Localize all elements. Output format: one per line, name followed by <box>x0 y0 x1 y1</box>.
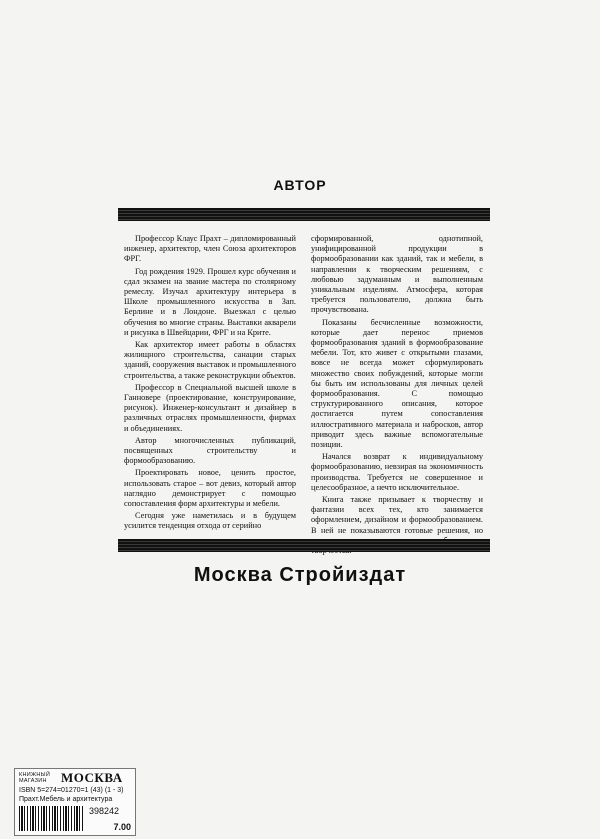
paragraph: Книга также призывает к творчеству и фантазии всех тех, кто занимается оформлением, дизайном и формообразованием. В ней не показываются готовые решения, но <box>311 495 483 535</box>
right-text-column <box>311 234 483 558</box>
section-heading: АВТОР <box>273 177 327 193</box>
barcode <box>19 806 83 831</box>
shop-brand: МОСКВА <box>61 770 123 785</box>
paragraph: Год рождения 1929. Прошел курс обучения и сдал экзамен на звание мастера по столярному ремеслу. Изучал архитектуру интерьера в Школе промышленного искусства в Зап. Берлине и в Лондоне. Выезжал с целью обучения во многие страны. Выставки акварели и рисунка в Швейцарии, ФРГ и на Крите. <box>124 266 296 337</box>
paragraph: Профессор в Специальной высшей школе в Ганновере (проектирование, конструирование, рисунок). Инженер-консультант и дизайнер в различных отраслях промышленности, фирмах и объединениях. <box>124 382 296 433</box>
paragraph: Показаны бесчисленные возможности, которые дает перенос приемов формообразования зданий в формообразование мебели. Тот, кто живет с открытыми глазами, вовсе не всегда может сформулировать множество своих побуждений, которые могли бы быть им использованы для личных целей формообразования. С помощью структурированного описания, которое достигается путем сопоставления иллюстративного материала и набросков, автор приводит здесь важные вспомогательные позиции. <box>311 317 483 450</box>
paragraph: Как архитектор имеет работы в областях жилищного строительства, санации старых зданий, сооружения выставок и промышленного строительства, а также реконструкции объектов. <box>124 340 296 380</box>
item-code: 398242 <box>89 806 120 816</box>
paragraph: Автор многочисленных публикаций, посвященных строительству и формообразованию. <box>124 435 296 466</box>
paragraph: Начался возврат к индивидуальному формообразованию, невзирая на экономичность производства. Требуется не совершенное и целесообразное, а нечто исключительное. <box>311 452 483 492</box>
left-text-column <box>124 234 296 534</box>
paragraph: Сегодня уже наметилась и в будущем усилится тенденция отхода от серийно <box>124 511 296 531</box>
paragraph: Профессор Клаус Прахт – дипломированный инженер, архитектор, член Союза архитекторов ФРГ. <box>124 234 296 264</box>
shop-label <box>19 772 50 784</box>
shop-label-line: МАГАЗИН <box>19 778 47 784</box>
price: 7.00 <box>113 822 131 832</box>
book-title-text: Прахт.Мебель и архитектура <box>19 796 113 803</box>
bottom-divider <box>118 539 490 552</box>
isbn-text: ISBN 5=274=01270=1 (43) (1 - 3) <box>19 787 124 794</box>
price-sticker <box>14 768 136 836</box>
top-divider <box>118 208 490 221</box>
publisher-name: Москва Стройиздат <box>193 564 407 586</box>
paragraph: Проектировать новое, ценить простое, использовать старое – вот девиз, который автор наглядно демонстрирует с помощью сопоставления форм архитектуры и мебели. <box>124 468 296 509</box>
shop-label-line: КНИЖНЫЙ <box>19 772 51 778</box>
paragraph: сформированной, однотипной, унифицированной продукции в формообразовании как зданий, так и мебели, в направлении к творческим решениям, с любовью задуманным и выполненным уникальным изделиям. Атмосфера, которая требуется пользователю, должна быть прочувствована. <box>311 234 483 315</box>
